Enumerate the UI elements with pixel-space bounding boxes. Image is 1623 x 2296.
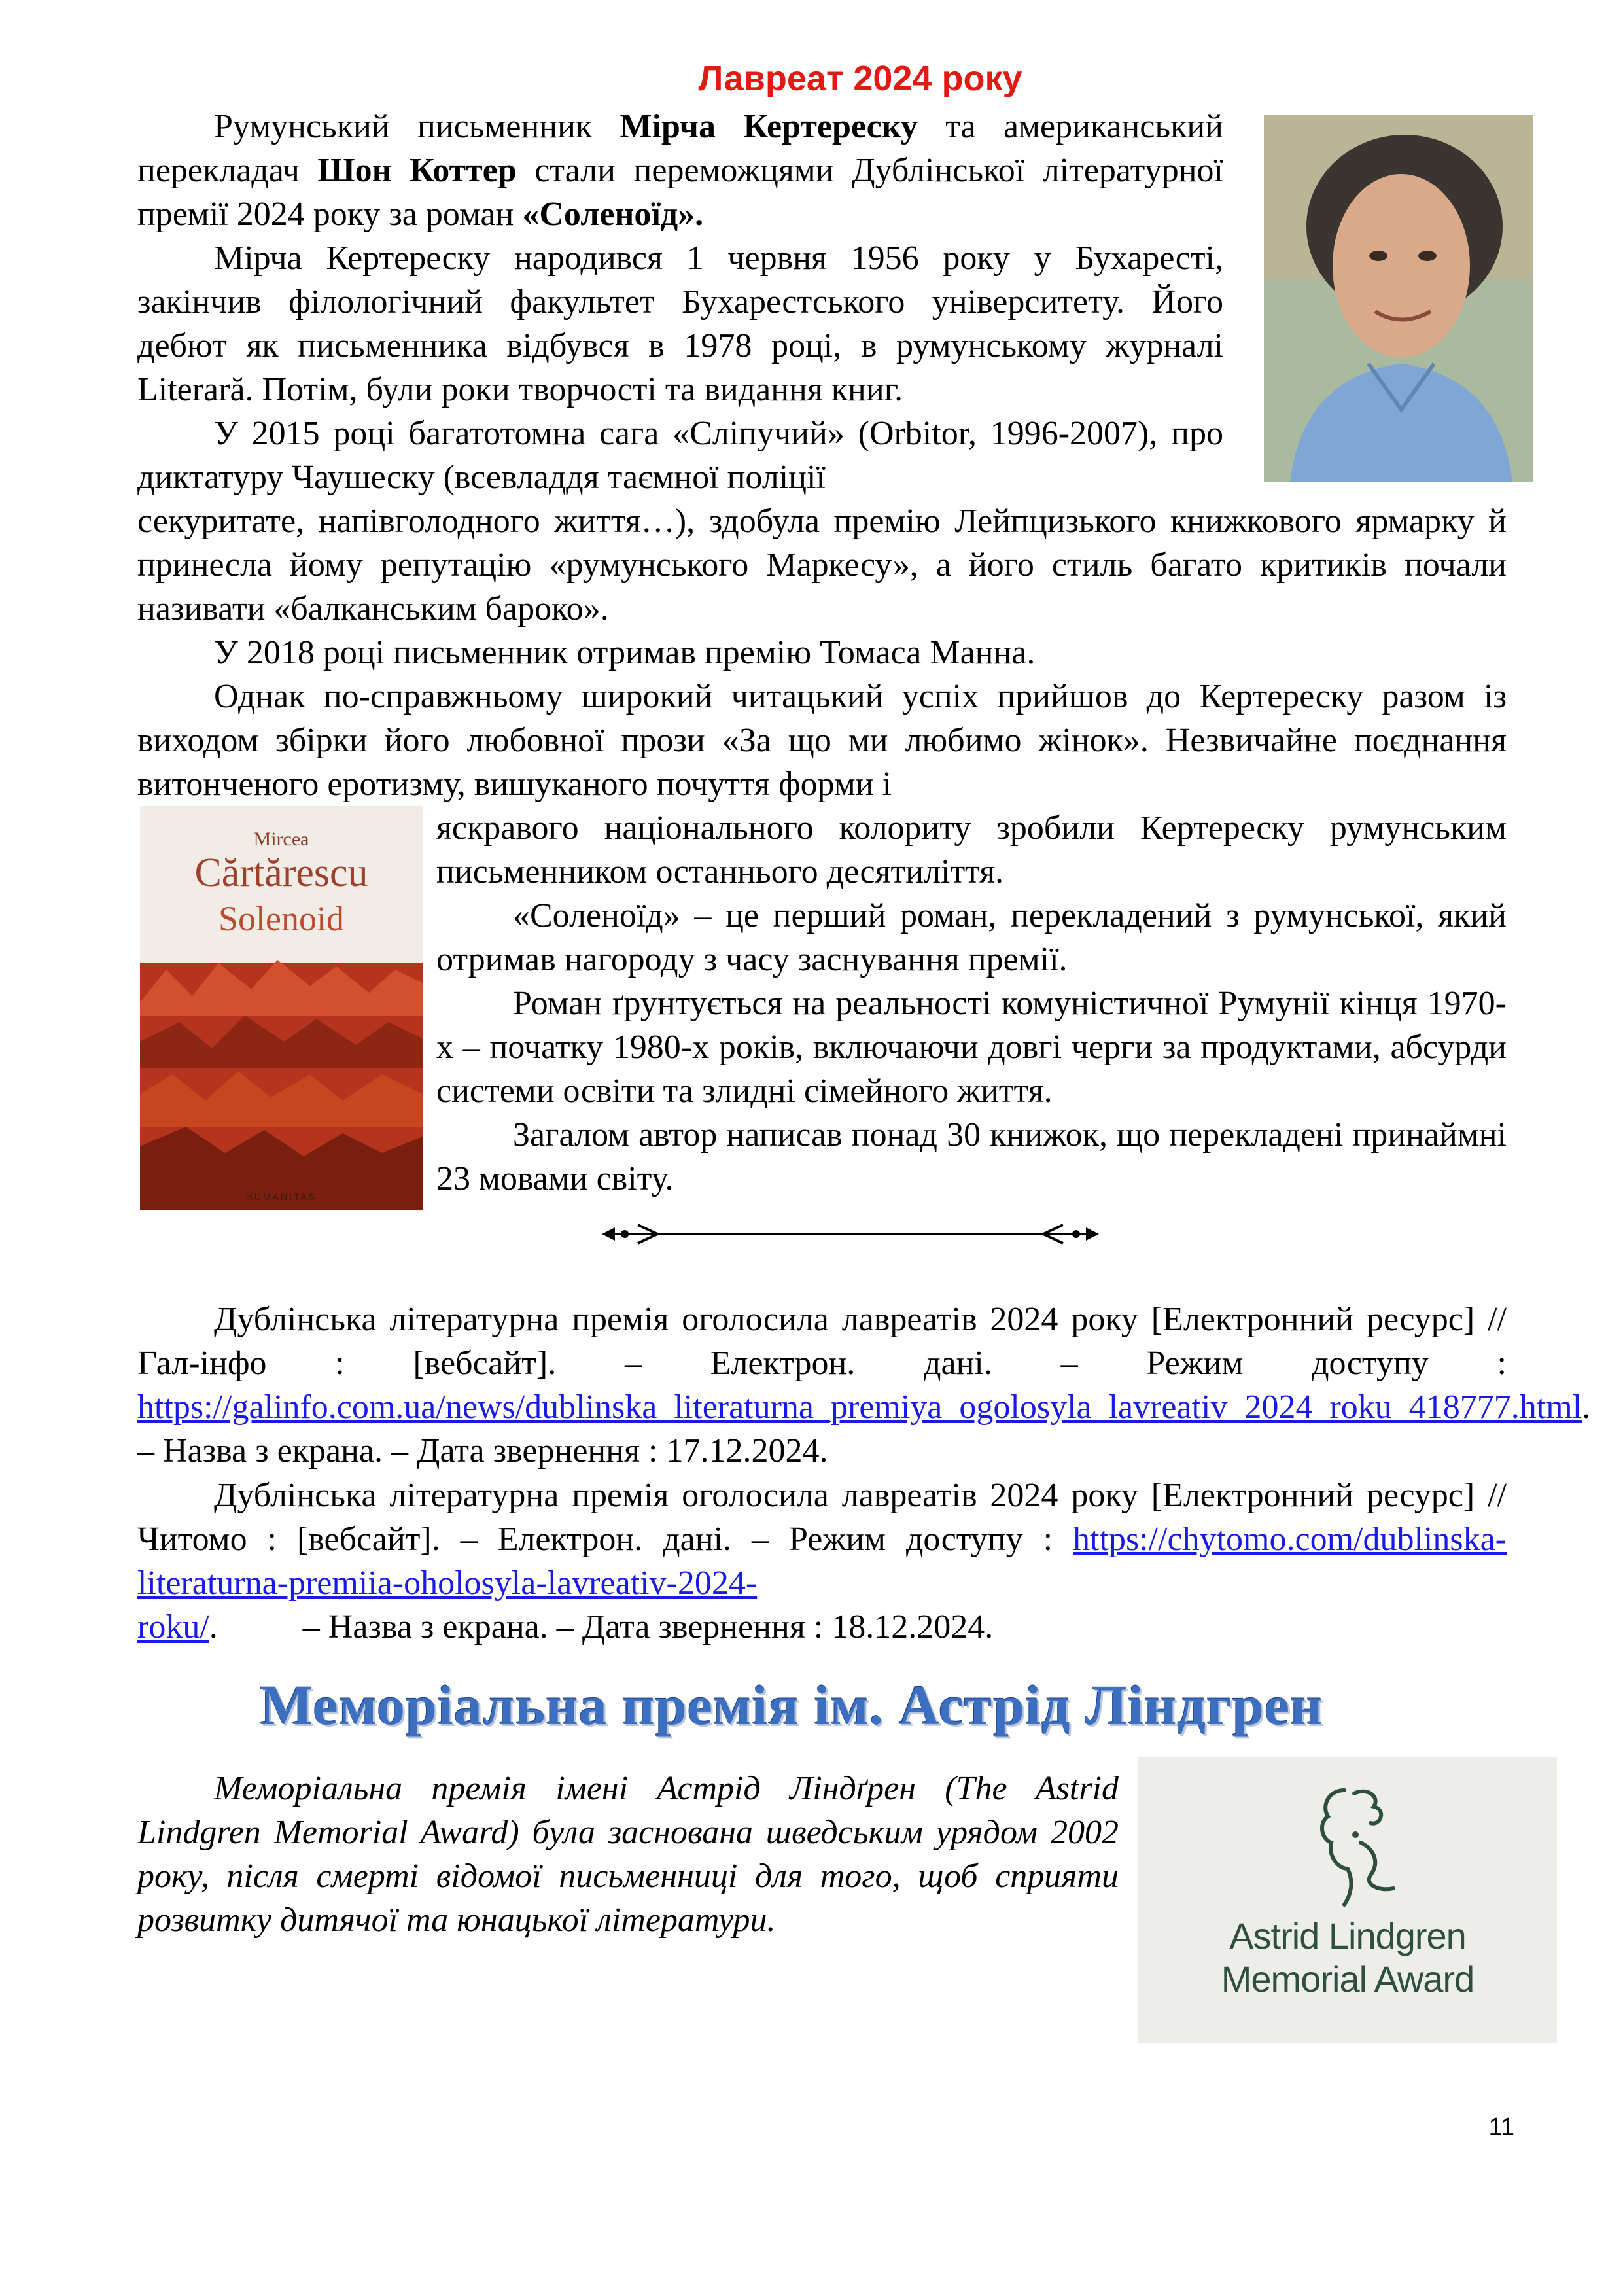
intro-paragraph-4: У 2018 році письменник отримав премію Томаса Манна. (214, 634, 1036, 671)
page-number: 11 (1488, 2113, 1514, 2141)
astrid-award-paragraph: Меморіальна премія імені Астрід Ліндґрен (The Astrid Lindgren Memorial Award) була заснована шведським урядом 2002 року, після смерті відомої письменниці для того, щоб сприяти розвитку дитячої та юнацької літератури. (137, 1770, 1119, 1939)
section-heading-astrid-lindgren: Меморіальна премія ім. Астрід Ліндгрен (260, 1674, 1323, 1737)
source-link-chytomo[interactable]: https://chytomo.com/dublinska-literaturna-premiia-oholosyla-lavreativ-2024-roku/ (137, 1521, 1507, 1646)
logo-line-2: Memorial Award (1221, 1958, 1475, 2000)
intro-paragraph-3-rest: секуритате, напівголодного життя…), здобула премію Лейпцизького книжкового ярмарку й принесла йому репутацію «румунського Маркесу», а його стиль багато критиків почали називати «балканським бароко». (137, 503, 1507, 627)
intro-paragraph-7: Роман ґрунтується на реальності комуністичної Румунії кінця 1970-х – початку 1980-х років, включаючи довгі черги за продуктами, абсурди системи освіти та злидні сімейного життя. (436, 985, 1507, 1110)
book-title: Solenoid (218, 899, 345, 938)
logo-line-1: Astrid Lindgren (1229, 1915, 1466, 1956)
source-citation-1: Дублінська літературна премія оголосила лавреатів 2024 року [Електронний ресурс] // Гал-інфо : [вебсайт]. – Електрон. дані. – Режим доступу : https://galinfo.com.ua/news/dublinska_literaturna_premiya_ogolosyla_lavreativ_2024_roku_418777.html. – Назва з екрана. – Дата звернення : 17.12.2024. (137, 1301, 1591, 1470)
source-citation-2: Дублінська літературна премія оголосила лавреатів 2024 року [Електронний ресурс] // Читомо : [вебсайт]. – Електрон. дані. – Режим доступу : https://chytomo.com/dublinska-literaturna-premiia-oholosyla-lavreativ-2024-roku/. – Назва з екрана. – Дата звернення : 18.12.2024. (137, 1477, 1507, 1646)
intro-paragraph-3-start: У 2015 році багатотомна сага «Сліпучий» (Orbitor, 1996-2007), про диктатуру Чаушеску (всевладдя таємної поліції (137, 415, 1223, 496)
intro-paragraph-2: Мірча Кертереску народився 1 червня 1956 року у Бухаресті, закінчив філологічний факультет Бухарестського університету. Його дебют як письменника відбувся в 1978 році, в румунському журналі Literară. Потім, були роки творчості та видання книг. (137, 239, 1223, 408)
intro-paragraph-5-start: Однак по-справжньому широкий читацький успіх прийшов до Кертереску разом із виходом збірки його любовної прози «За що ми любимо жінок». Незвичайне поєднання витонченого еротизму, вишуканого почуття форми і (137, 678, 1507, 803)
book-author-last: Cărtărescu (194, 851, 368, 895)
intro-paragraph-5-rest: яскравого національного колориту зробили Кертереску румунським письменником останнього десятиліття. (436, 809, 1507, 891)
author-name: Мірча Кертереску (620, 108, 918, 145)
intro-paragraph-6: «Соленоїд» – це перший роман, перекладений з румунської, який отримав нагороду з часу заснування премії. (436, 897, 1507, 978)
astrid-lindgren-award-logo (1138, 1757, 1557, 2043)
book-cover-image (140, 806, 423, 1210)
author-portrait-image (1264, 115, 1533, 482)
book-publisher: HUMANITAS (245, 1192, 317, 1202)
translator-name: Шон Коттер (317, 152, 517, 189)
astrid-profile-icon (1282, 1777, 1413, 1908)
book-author-first: Mircea (253, 828, 309, 850)
ornamental-divider (599, 1218, 1102, 1250)
intro-paragraph-8: Загалом автор написав понад 30 книжок, що перекладені принаймні 23 мовами світу. (436, 1116, 1507, 1197)
intro-paragraph-1: Румунський письменник Мірча Кертереску та американський перекладач Шон Коттер стали переможцями Дублінської літературної премії 2024 року за роман «Соленоїд». (137, 108, 1223, 233)
novel-title: «Соленоїд». (522, 196, 704, 233)
source-link-galinfo[interactable]: https://galinfo.com.ua/news/dublinska_literaturna_premiya_ogolosyla_lavreativ_2024_roku_418777.html (137, 1388, 1582, 1426)
laureate-heading: Лавреат 2024 року (698, 59, 1022, 98)
